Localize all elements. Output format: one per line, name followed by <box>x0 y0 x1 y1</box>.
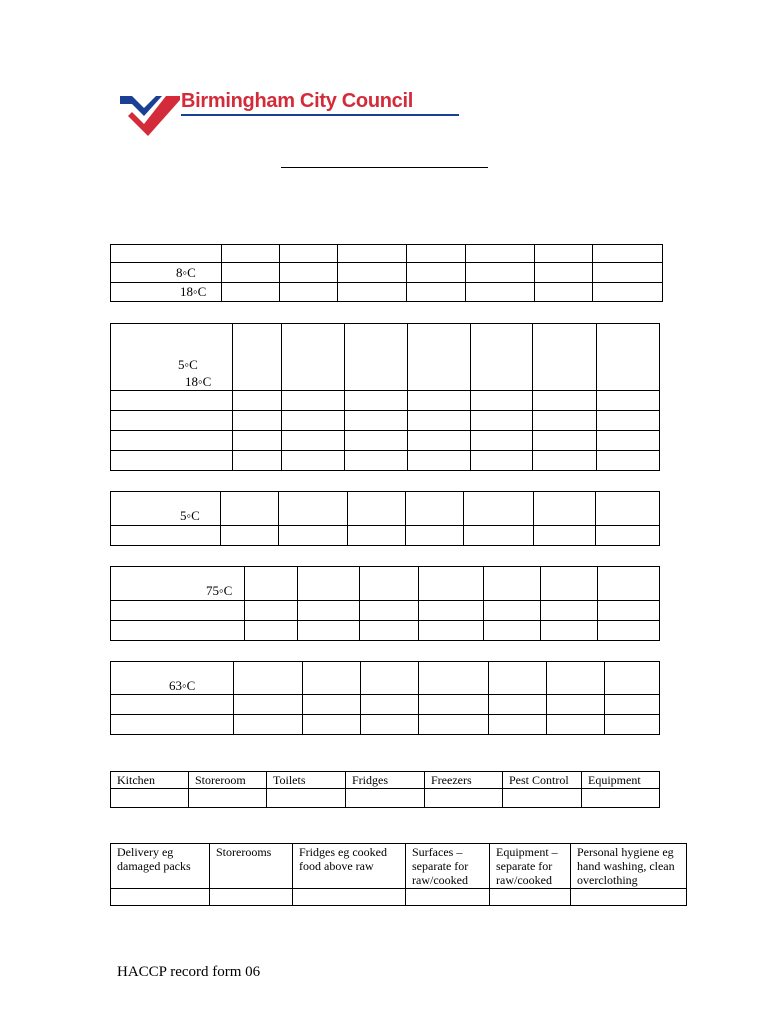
column-header: Delivery eg damaged packs <box>111 844 210 889</box>
temperature-table-5 <box>110 661 660 735</box>
column-header: Fridges eg cooked food above raw <box>293 844 406 889</box>
table-row <box>111 492 660 526</box>
table-row <box>111 662 660 695</box>
table-row <box>111 283 663 302</box>
column-header: Personal hygiene eg hand washing, clean overclothing <box>571 844 687 889</box>
table-row <box>111 695 660 715</box>
council-logo <box>118 88 463 140</box>
title-underline <box>281 167 488 168</box>
temperature-label: 5◦C <box>178 357 198 372</box>
council-name: Birmingham City Council <box>181 90 414 112</box>
column-header: Pest Control <box>503 772 582 789</box>
temperature-label: 75◦C <box>206 583 233 598</box>
table-row <box>111 715 660 735</box>
temperature-table-3 <box>110 491 660 546</box>
table-row <box>111 431 660 451</box>
table-row <box>111 451 660 471</box>
table-header-row <box>111 772 660 789</box>
table-row <box>111 889 687 906</box>
table-row <box>111 324 660 391</box>
temperature-label: 18◦C <box>180 284 207 299</box>
column-header: Surfaces – separate for raw/cooked <box>406 844 490 889</box>
row-label <box>111 662 234 695</box>
table-row <box>111 263 663 283</box>
temperature-label: 5◦C <box>180 508 200 523</box>
temperature-table-1 <box>110 244 663 302</box>
hygiene-table <box>110 843 687 906</box>
table-cell <box>111 245 222 263</box>
column-header: Freezers <box>425 772 503 789</box>
row-label <box>111 324 233 391</box>
logo-underline <box>181 114 459 116</box>
row-label <box>111 283 222 302</box>
table-row <box>111 526 660 546</box>
temperature-label: 18◦C <box>185 374 212 389</box>
temperature-table-4 <box>110 566 660 641</box>
form-footer: HACCP record form 06 <box>117 964 261 980</box>
temperature-label: 63◦C <box>169 678 196 693</box>
column-header: Storerooms <box>210 844 293 889</box>
cleaning-table <box>110 771 660 808</box>
council-logo-mark <box>118 88 180 140</box>
temperature-label: 8◦C <box>176 265 196 280</box>
table-row <box>111 789 660 808</box>
row-label <box>111 263 222 283</box>
column-header: Fridges <box>346 772 425 789</box>
column-header: Kitchen <box>111 772 189 789</box>
row-label <box>111 492 221 526</box>
row-label <box>111 567 245 601</box>
table-row <box>111 621 660 641</box>
table-row <box>111 411 660 431</box>
column-header: Equipment <box>582 772 660 789</box>
table-header-row <box>111 844 687 889</box>
column-header: Toilets <box>267 772 346 789</box>
table-row <box>111 391 660 411</box>
table-row <box>111 567 660 601</box>
column-header: Storeroom <box>189 772 267 789</box>
column-header: Equipment – separate for raw/cooked <box>490 844 571 889</box>
table-row <box>111 601 660 621</box>
table-row <box>111 245 663 263</box>
temperature-table-2 <box>110 323 660 471</box>
